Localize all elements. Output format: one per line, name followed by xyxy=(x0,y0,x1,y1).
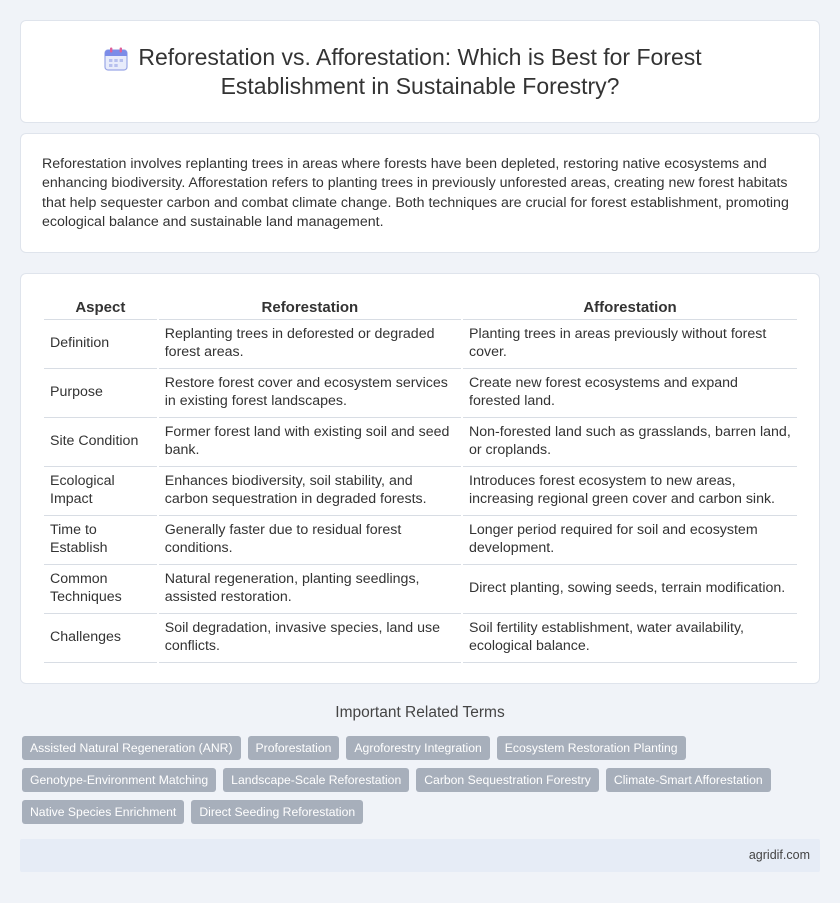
row-reforestation: Restore forest cover and ecosystem services in existing forest landscapes. xyxy=(159,369,461,418)
row-aspect: Site Condition xyxy=(44,418,157,467)
row-afforestation: Longer period required for soil and ecosystem development. xyxy=(463,516,797,565)
header-card xyxy=(20,20,820,123)
table-row xyxy=(44,614,797,663)
row-aspect: Time to Establish xyxy=(44,516,157,565)
page-title: Reforestation vs. Afforestation: Which is Best for Forest Establishment in Sustainable Forestry? xyxy=(138,43,702,99)
row-afforestation: Introduces forest ecosystem to new areas, increasing regional green cover and carbon sink. xyxy=(463,467,797,516)
row-aspect: Purpose xyxy=(44,369,157,418)
related-term-tag[interactable]: Landscape-Scale Reforestation xyxy=(223,768,409,792)
header-afforestation: Afforestation xyxy=(463,296,797,320)
related-term-tag[interactable]: Agroforestry Integration xyxy=(346,736,489,760)
table-row xyxy=(44,369,797,418)
intro-paragraph: Reforestation involves replanting trees in areas where forests have been depleted, restoring native ecosystems and enhancing biodiversity. Afforestation refers to planting trees in previously unforested areas, creating new forest habitats that help sequester carbon and combat climate change. Both techniques are crucial for forest establishment, promoting ecological balance and sustainable land management. xyxy=(42,156,789,231)
table-header-row xyxy=(44,296,797,320)
row-reforestation: Natural regeneration, planting seedlings, assisted restoration. xyxy=(159,565,461,614)
table-row xyxy=(44,320,797,369)
related-term-tag[interactable]: Genotype-Environment Matching xyxy=(22,768,216,792)
related-terms-heading: Important Related Terms xyxy=(335,704,505,721)
row-reforestation: Replanting trees in deforested or degraded forest areas. xyxy=(159,320,461,369)
related-term-tag[interactable]: Native Species Enrichment xyxy=(22,800,184,824)
row-afforestation: Soil fertility establishment, water availability, ecological balance. xyxy=(463,614,797,663)
row-reforestation: Soil degradation, invasive species, land use conflicts. xyxy=(159,614,461,663)
row-reforestation: Enhances biodiversity, soil stability, and carbon sequestration in degraded forests. xyxy=(159,467,461,516)
related-term-tag[interactable]: Ecosystem Restoration Planting xyxy=(497,736,686,760)
row-afforestation: Direct planting, sowing seeds, terrain modification. xyxy=(463,565,797,614)
table-row xyxy=(44,467,797,516)
row-aspect: Ecological Impact xyxy=(44,467,157,516)
related-term-tag[interactable]: Climate-Smart Afforestation xyxy=(606,768,771,792)
row-afforestation: Non-forested land such as grasslands, barren land, or croplands. xyxy=(463,418,797,467)
row-aspect: Definition xyxy=(44,320,157,369)
row-aspect: Challenges xyxy=(44,614,157,663)
footer xyxy=(20,839,820,872)
comparison-table xyxy=(42,296,799,663)
row-aspect: Common Techniques xyxy=(44,565,157,614)
row-reforestation: Generally faster due to residual forest conditions. xyxy=(159,516,461,565)
header-reforestation: Reforestation xyxy=(159,296,461,320)
row-afforestation: Planting trees in areas previously without forest cover. xyxy=(463,320,797,369)
header-aspect: Aspect xyxy=(44,296,157,320)
related-term-tag[interactable]: Carbon Sequestration Forestry xyxy=(416,768,599,792)
footer-site-link[interactable]: agridif.com xyxy=(748,848,810,862)
table-row xyxy=(44,565,797,614)
table-row xyxy=(44,516,797,565)
related-term-tag[interactable]: Direct Seeding Reforestation xyxy=(191,800,363,824)
related-term-tag[interactable]: Proforestation xyxy=(248,736,340,760)
title-wrap xyxy=(21,21,819,122)
comparison-card xyxy=(20,273,820,684)
table-row xyxy=(44,418,797,467)
row-reforestation: Former forest land with existing soil and seed bank. xyxy=(159,418,461,467)
row-afforestation: Create new forest ecosystems and expand forested land. xyxy=(463,369,797,418)
intro-card xyxy=(20,133,820,253)
related-terms-list xyxy=(22,736,812,824)
related-term-tag[interactable]: Assisted Natural Regeneration (ANR) xyxy=(22,736,241,760)
